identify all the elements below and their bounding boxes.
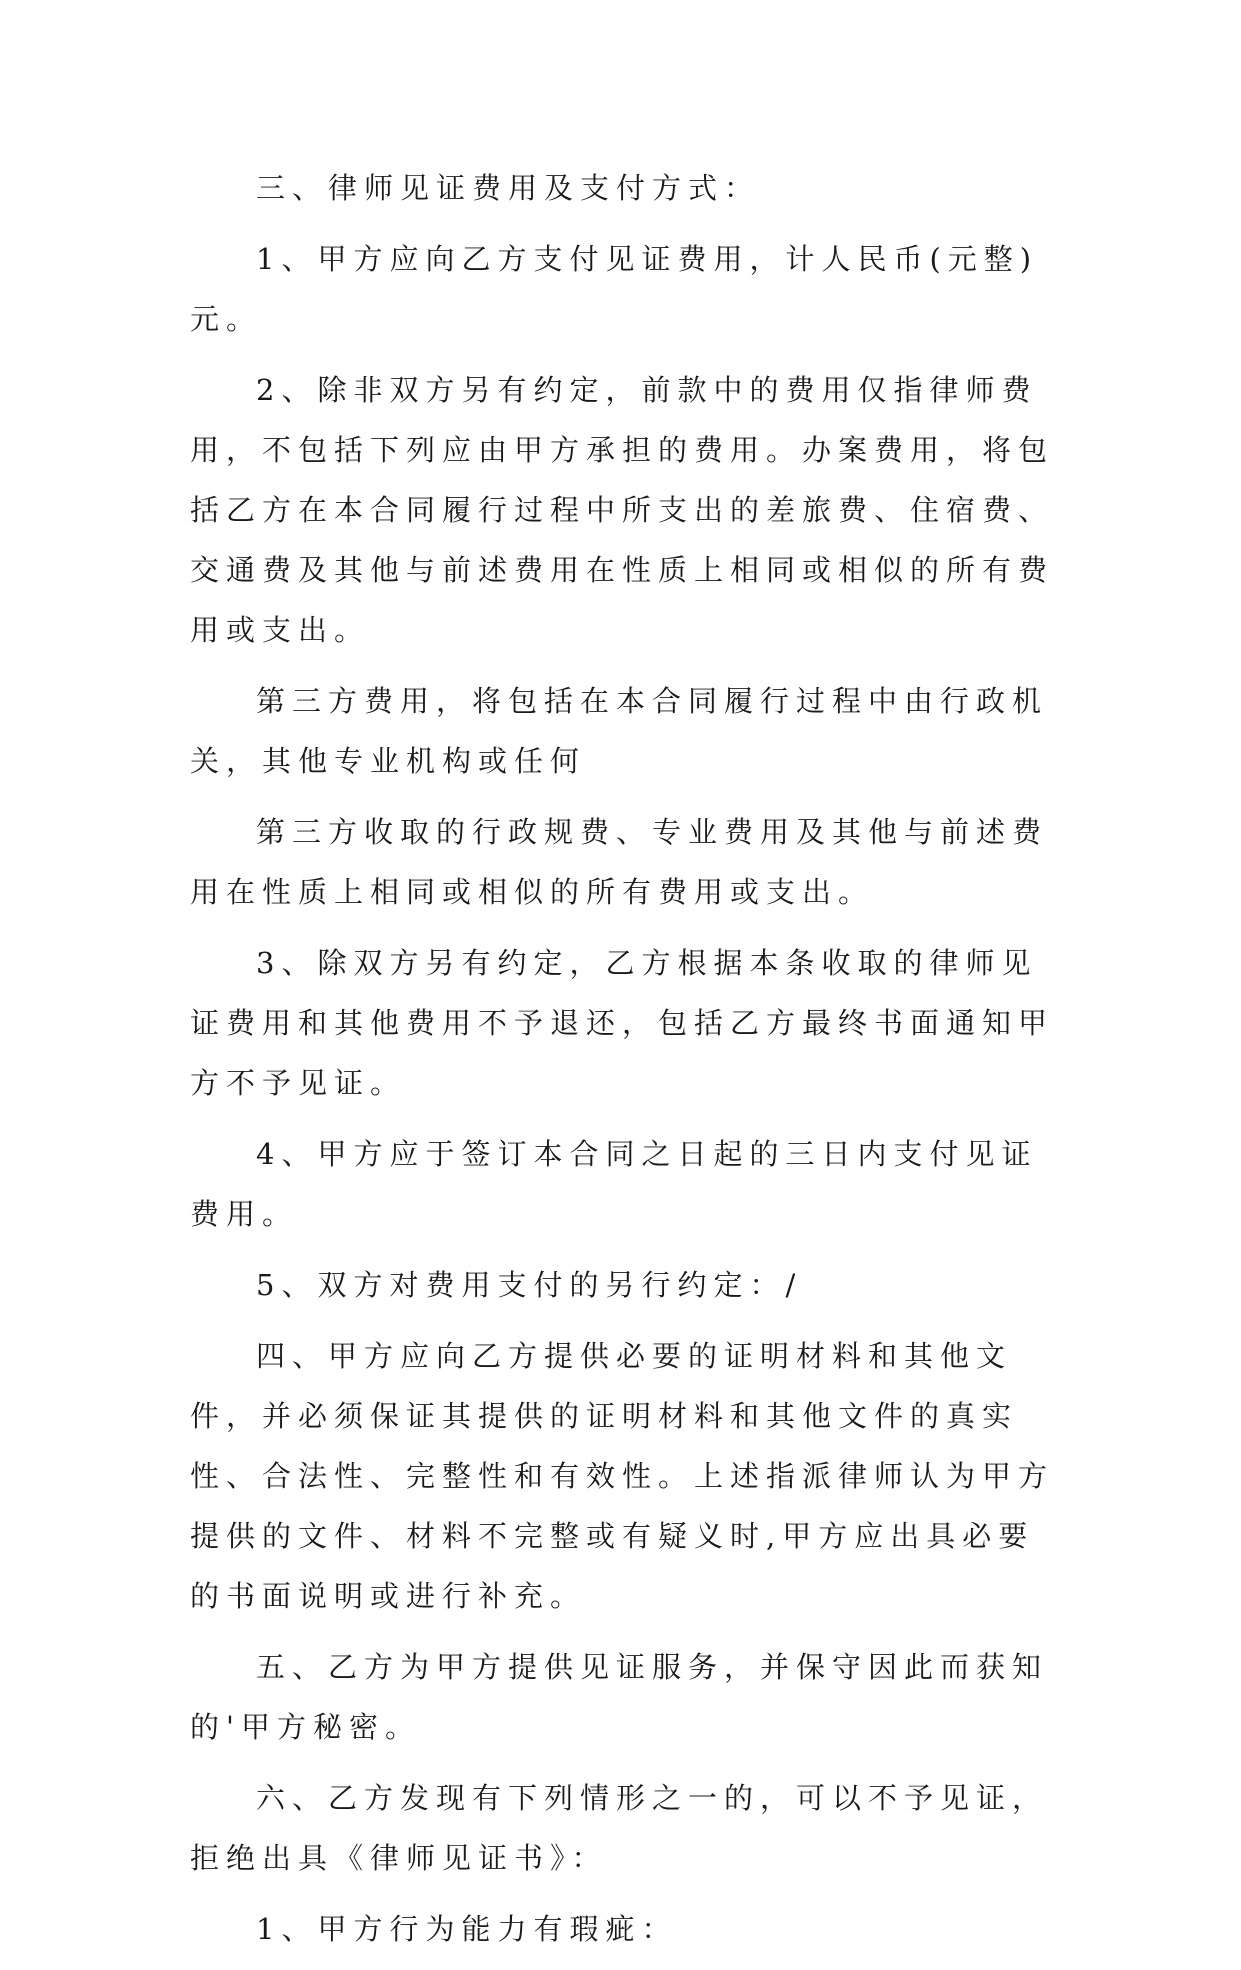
section-3-heading: 三、律师见证费用及支付方式：: [256, 171, 761, 205]
clause-3-5-other-agreement: 5、双方对费用支付的另行约定：/: [256, 1268, 803, 1302]
clause-3-3-no-refund: 3、除双方另有约定，乙方根据本条收取的律师见证费用和其他费用不予退还，包括乙方最终书面通知甲方不予见证。: [190, 946, 1055, 1100]
clause-3-2-expenses: 2、除非双方另有约定，前款中的费用仅指律师费用，不包括下列应由甲方承担的费用。办案费用，将包括乙方在本合同履行过程中所支出的差旅费、住宿费、交通费及其他与前述费用在性质上相同或相似的所有费用或支出。: [190, 373, 1055, 647]
clause-3-4-payment-deadline: 4、甲方应于签订本合同之日起的三日内支付见证费用。: [190, 1137, 1038, 1231]
clause-3-1-fee-amount: 1、甲方应向乙方支付见证费用，计人民币(元整)元。: [190, 242, 1039, 336]
section-5-confidentiality: 五、乙方为甲方提供见证服务，并保守因此而获知的'甲方秘密。: [190, 1650, 1049, 1744]
document-body: [190, 158, 1070, 1970]
section-6-refusal: 六、乙方发现有下列情形之一的，可以不予见证，拒绝出具《律师见证书》：: [190, 1781, 1049, 1875]
clause-6-1-capacity: 1、甲方行为能力有瑕疵：: [256, 1912, 678, 1946]
section-4-documents: 四、甲方应向乙方提供必要的证明材料和其他文件，并必须保证其提供的证明材料和其他文件的真实性、合法性、完整性和有效性。上述指派律师认为甲方提供的文件、材料不完整或有疑义时,甲方应出具必要的书面说明或进行补充。: [190, 1339, 1055, 1613]
third-party-fees-continued: 第三方收取的行政规费、专业费用及其他与前述费用在性质上相同或相似的所有费用或支出。: [190, 815, 1049, 909]
third-party-fees-paragraph: 第三方费用，将包括在本合同履行过程中由行政机关，其他专业机构或任何: [190, 684, 1049, 778]
